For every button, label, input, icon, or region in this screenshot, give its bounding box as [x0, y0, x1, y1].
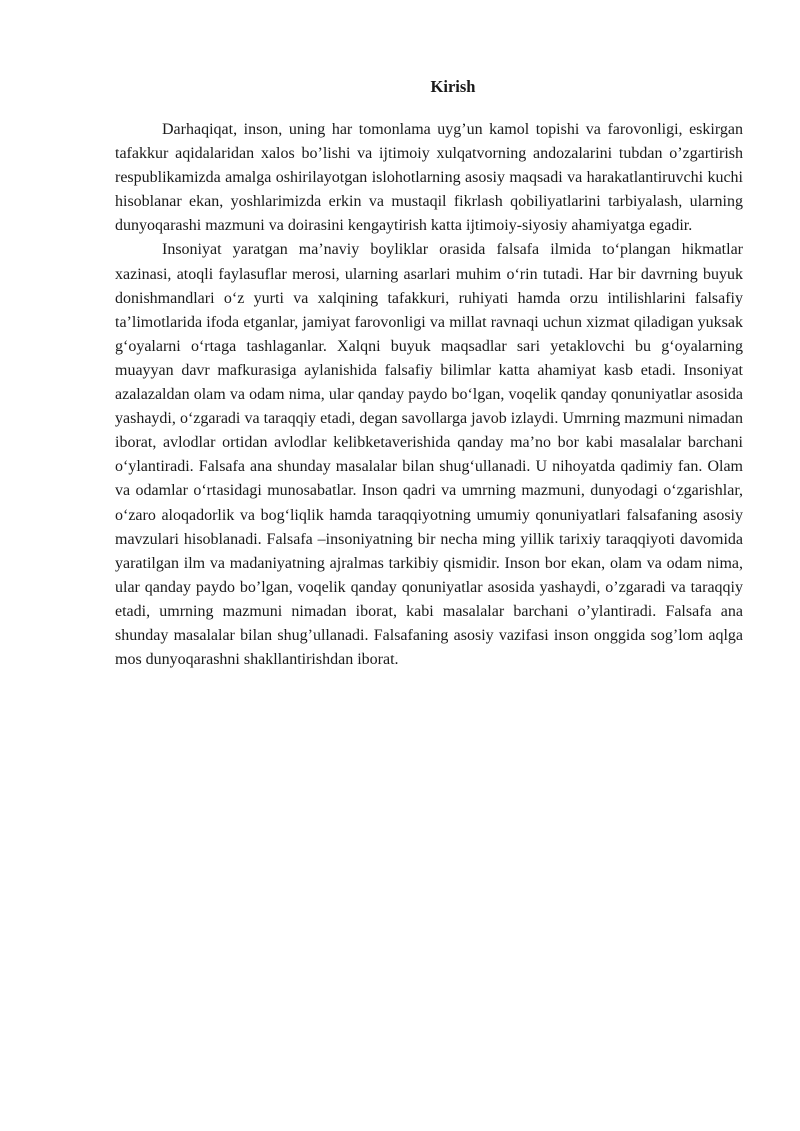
paragraph-philosophy: Insoniyat yaratgan ma’naviy boyliklar orasida falsafa ilmida toʻplangan hikmatlar xazinasi, atoqli faylasuflar merosi, ularning asarlari muhim oʻrin tutadi. Har bir davrning buyuk donishmandlari oʻz yurti va xalqining tafakkuri, ruhiyati hamda orzu intilishlarini falsafiy ta’limotlarida ifoda etganlar, jamiyat farovonligi va millat ravnaqi uchun xizmat qiladigan yuksak gʻoyalarni oʻrtaga tashlaganlar. Xalqni buyuk maqsadlar sari yetaklovchi bu gʻoyalarning muayyan davr mafkurasiga aylanishida falsafiy bilimlar katta ahamiyat kasb etadi. Insoniyat azalazaldan olam va odam nima, ular qanday paydo boʻlgan, voqelik qanday qonuniyatlar asosida yashaydi, oʻzgaradi va taraqqiy etadi, degan savollarga javob izlaydi. Umrning mazmuni nimadan iborat, avlodlar ortidan avlodlar kelibketaverishida qanday ma’no bor kabi masalalar barchani oʻylantiradi. Falsafa ana shunday masalalar bilan shugʻullanadi. U nihoyatda qadimiy fan. Olam va odamlar oʻrtasidagi munosabatlar. Inson qadri va umrning mazmuni, dunyodagi oʻzgarishlar, oʻzaro aloqadorlik va bogʻliqlik hamda taraqqiyotning umumiy qonuniyatlari falsafaning asosiy mavzulari hisoblanadi. Falsafa –insoniyatning bir necha ming yillik tarixiy taraqqiyoti davomida yaratilgan ilm va madaniyatning ajralmas tarkibiy qismidir. Inson bor ekan, olam va odam nima, ular qanday paydo bo’lgan, voqelik qanday qonuniyatlar asosida yashaydi, o’zgaradi va taraqqiy etadi, umrning mazmuni nimadan iborat, kabi masalalar barchani o’ylantiradi. Falsafa ana shunday masalalar bilan shug’ullanadi. Falsafaning asosiy vazifasi inson onggida sog’lom aqlga mos dunyoqarashni shakllantirishdan iborat. [115, 241, 743, 669]
paragraph-intro: Darhaqiqat, inson, uning har tomonlama uyg’un kamol topishi va farovonligi, eskirgan tafakkur aqidalaridan xalos bo’lishi va ijtimoiy xulqatvorning andozalarini tubdan o’zgartirish respublikamizda amalga oshirilayotgan islohotlarning asosiy maqsadi va harakatlantiruvchi kuchi hisoblanar ekan, yoshlarimizda erkin va mustaqil fikrlash qobiliyatlarini tarbiyalash, ularning dunyoqarashi mazmuni va doirasini kengaytirish katta ijtimoiy-siyosiy ahamiyatga egadir. [115, 121, 743, 235]
document-body [115, 75, 743, 672]
page-title: Kirish [430, 77, 476, 96]
